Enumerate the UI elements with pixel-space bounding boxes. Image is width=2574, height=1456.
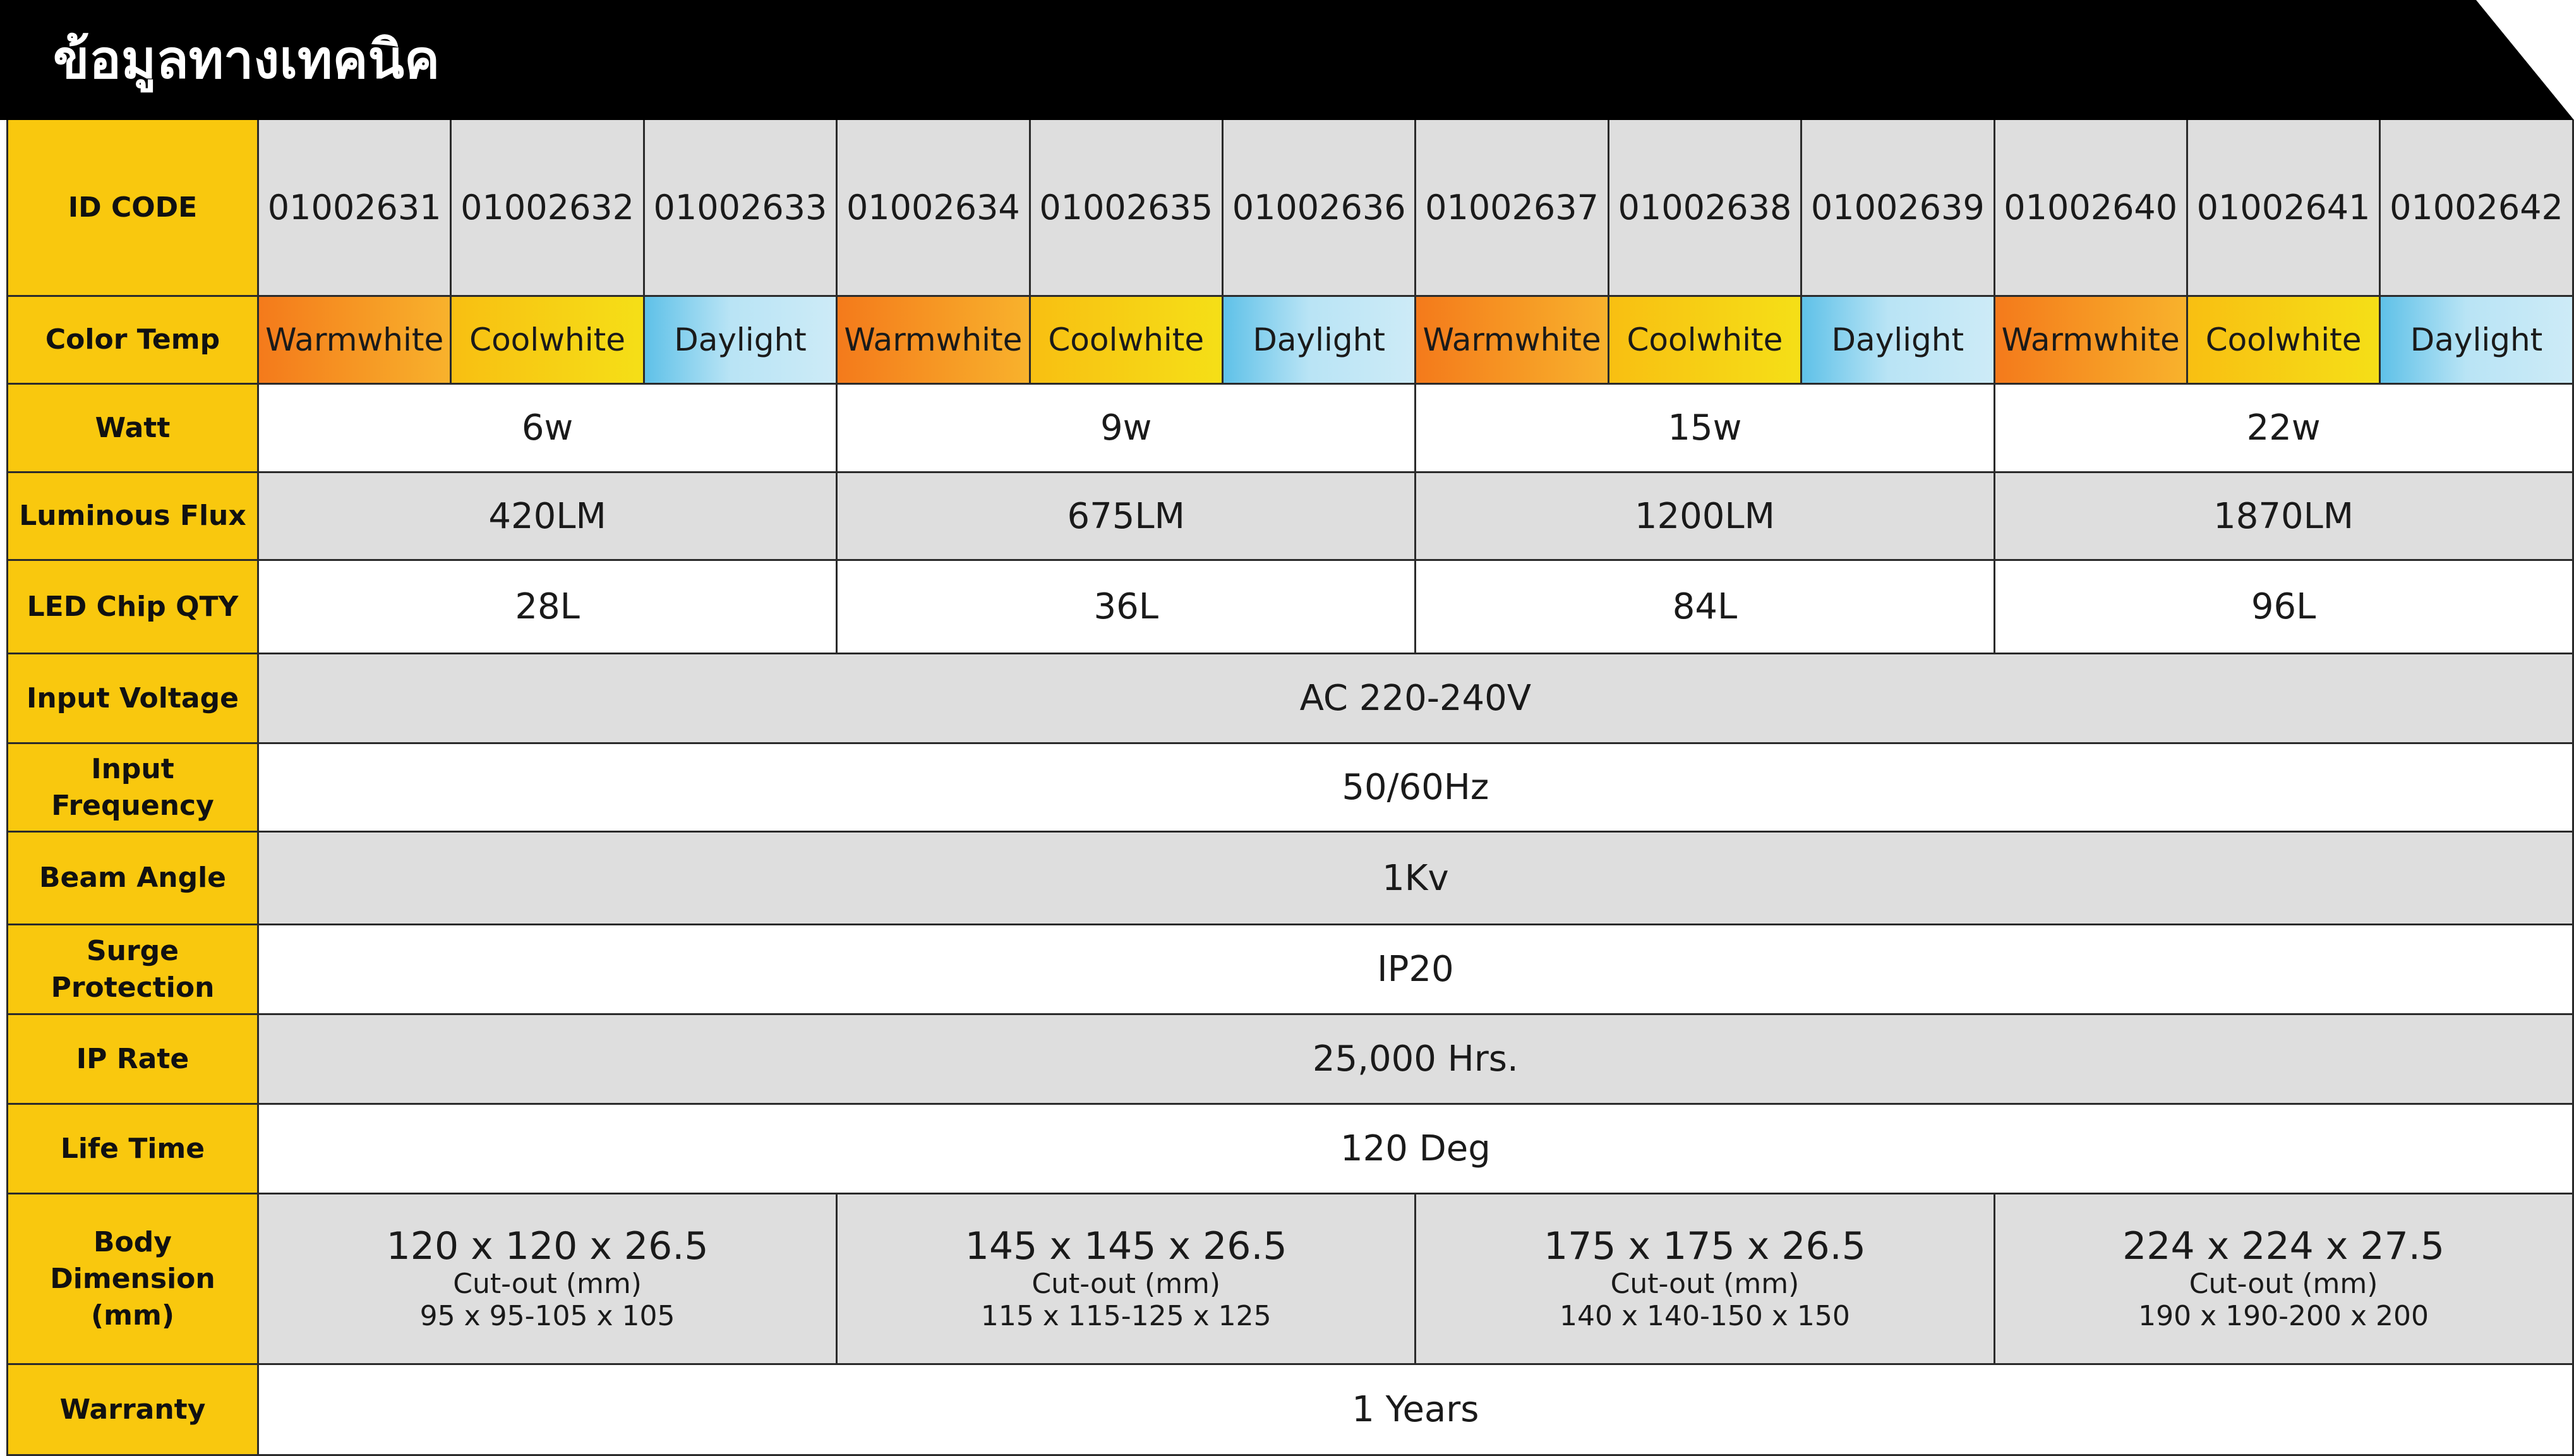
label-watt: Watt [6, 385, 259, 473]
body-dimension-cell [1416, 1194, 1995, 1365]
input-voltage-value: AC 220-240V [259, 654, 2574, 744]
cutout-size: 190 x 190-200 x 200 [2138, 1300, 2429, 1332]
color-temp-cell: Coolwhite [452, 297, 644, 385]
color-temp-cell: Coolwhite [1031, 297, 1224, 385]
id-code-cell: 01002638 [1609, 120, 1802, 297]
cutout-label: Cut-out (mm) [2189, 1268, 2378, 1301]
color-temp-cell: Warmwhite [1416, 297, 1609, 385]
label-warranty: Warranty [6, 1365, 259, 1456]
label-ip-rate: IP Rate [6, 1015, 259, 1105]
warranty-value: 1 Years [259, 1365, 2574, 1456]
input-frequency-value: 50/60Hz [259, 744, 2574, 833]
id-code-cell: 01002641 [2188, 120, 2381, 297]
color-temp-cell: Coolwhite [2188, 297, 2381, 385]
cutout-label: Cut-out (mm) [453, 1268, 642, 1301]
led-chip-qty-cell: 28L [259, 561, 838, 654]
luminous-flux-cell: 420LM [259, 473, 838, 561]
cutout-label: Cut-out (mm) [1610, 1268, 1800, 1301]
label-life-time: Life Time [6, 1105, 259, 1194]
label-id-code: ID CODE [6, 120, 259, 297]
color-temp-cell: Warmwhite [838, 297, 1030, 385]
watt-cell: 6w [259, 385, 838, 473]
color-temp-cell: Daylight [645, 297, 838, 385]
color-temp-cell: Warmwhite [1995, 297, 2188, 385]
body-dimension-cell [259, 1194, 838, 1365]
body-dimension-cell [1995, 1194, 2574, 1365]
label-body-dimension: Body Dimension (mm) [6, 1194, 259, 1365]
cutout-size: 95 x 95-105 x 105 [419, 1300, 675, 1332]
cutout-size: 140 x 140-150 x 150 [1560, 1300, 1850, 1332]
body-size: 145 x 145 x 26.5 [965, 1224, 1287, 1269]
beam-angle-value: 1Kv [259, 833, 2574, 925]
id-code-cell: 01002633 [645, 120, 838, 297]
id-code-cell: 01002636 [1224, 120, 1416, 297]
led-chip-qty-cell: 96L [1995, 561, 2574, 654]
surge-protection-value: IP20 [259, 925, 2574, 1015]
watt-cell: 22w [1995, 385, 2574, 473]
luminous-flux-cell: 675LM [838, 473, 1416, 561]
ip-rate-value: 25,000 Hrs. [259, 1015, 2574, 1105]
body-size: 224 x 224 x 27.5 [2122, 1224, 2445, 1269]
label-color-temp: Color Temp [6, 297, 259, 385]
color-temp-cell: Daylight [1802, 297, 1995, 385]
spec-table [6, 120, 2574, 1456]
cutout-label: Cut-out (mm) [1031, 1268, 1221, 1301]
id-code-cell: 01002632 [452, 120, 644, 297]
label-led-chip-qty: LED Chip QTY [6, 561, 259, 654]
id-code-cell: 01002642 [2381, 120, 2573, 297]
luminous-flux-cell: 1200LM [1416, 473, 1995, 561]
led-chip-qty-cell: 84L [1416, 561, 1995, 654]
watt-cell: 15w [1416, 385, 1995, 473]
page-title: ข้อมูลทางเทคนิค [53, 28, 440, 90]
id-code-cell: 01002639 [1802, 120, 1995, 297]
cutout-size: 115 x 115-125 x 125 [980, 1300, 1272, 1332]
label-beam-angle: Beam Angle [6, 833, 259, 925]
id-code-cell: 01002640 [1995, 120, 2188, 297]
label-input-frequency: Input Frequency [6, 744, 259, 833]
body-size: 120 x 120 x 26.5 [386, 1224, 709, 1269]
life-time-value: 120 Deg [259, 1105, 2574, 1194]
watt-cell: 9w [838, 385, 1416, 473]
led-chip-qty-cell: 36L [838, 561, 1416, 654]
label-input-voltage: Input Voltage [6, 654, 259, 744]
label-luminous-flux: Luminous Flux [6, 473, 259, 561]
id-code-cell: 01002631 [259, 120, 452, 297]
color-temp-cell: Coolwhite [1609, 297, 1802, 385]
label-surge-protection: Surge Protection [6, 925, 259, 1015]
luminous-flux-cell: 1870LM [1995, 473, 2574, 561]
color-temp-cell: Daylight [1224, 297, 1416, 385]
body-size: 175 x 175 x 26.5 [1543, 1224, 1866, 1269]
id-code-cell: 01002634 [838, 120, 1030, 297]
body-dimension-cell [838, 1194, 1416, 1365]
id-code-cell: 01002637 [1416, 120, 1609, 297]
color-temp-cell: Daylight [2381, 297, 2573, 385]
color-temp-cell: Warmwhite [259, 297, 452, 385]
id-code-cell: 01002635 [1031, 120, 1224, 297]
